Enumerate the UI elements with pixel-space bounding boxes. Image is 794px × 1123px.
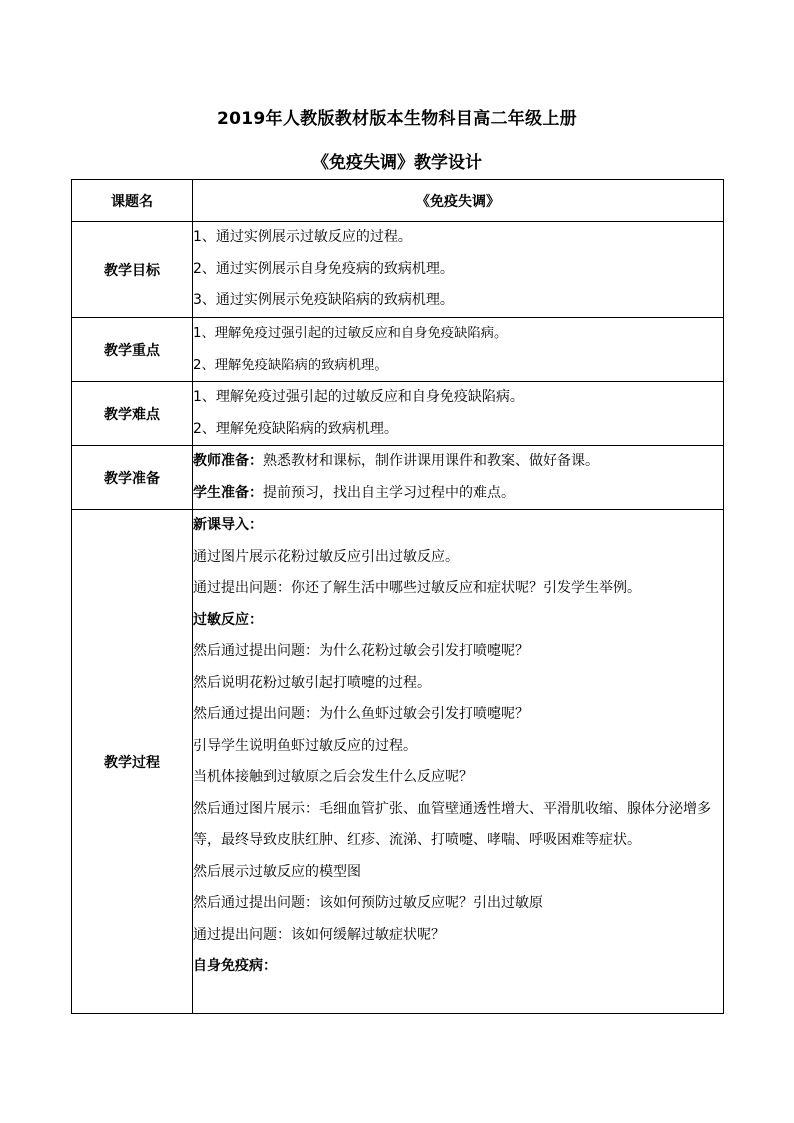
row-label-goals: 教学目标 <box>72 222 193 318</box>
process-line: 通过提出问题：你还了解生活中哪些过敏反应和症状呢？引发学生举例。 <box>193 580 641 596</box>
row-label-key-points: 教学重点 <box>72 318 193 382</box>
process-line: 引导学生说明鱼虾过敏反应的过程。 <box>193 737 417 754</box>
process-line: 然后通过提出问题：该如何预防过敏反应呢？引出过敏原 <box>193 895 543 911</box>
document-subtitle: 《免疫失调》教学设计 <box>312 153 482 173</box>
goals-content <box>193 222 724 318</box>
process-heading: 新课导入： <box>193 517 263 533</box>
document-title: 2019年人教版教材版本生物科目高二年级上册 <box>217 109 577 129</box>
process-line: 通过提出问题：该如何缓解过敏症状呢？ <box>193 926 445 943</box>
table-row-preparation <box>72 446 724 510</box>
preparation-content <box>193 446 724 510</box>
process-line: 然后说明花粉过敏引起打喷嚏的过程。 <box>193 674 431 691</box>
difficulty-item: 2、理解免疫缺陷病的致病机理。 <box>193 420 398 437</box>
lesson-plan-table <box>71 179 724 1014</box>
table-row-key-points <box>72 318 724 382</box>
student-preparation-label: 学生准备： <box>193 484 263 501</box>
process-line: 然后展示过敏反应的模型图 <box>193 863 361 880</box>
row-label-difficulties: 教学难点 <box>72 382 193 446</box>
process-line: 然后通过提出问题：为什么鱼虾过敏会引发打喷嚏呢？ <box>193 706 529 722</box>
process-line: 当机体接触到过敏原之后会发生什么反应呢？ <box>193 769 473 785</box>
teacher-preparation <box>193 446 723 478</box>
row-label-process: 教学过程 <box>72 510 193 1014</box>
key-points-content <box>193 318 724 382</box>
process-paragraph: 然后通过图片展示：毛细血管扩张、血管壁通透性增大、平滑肌收缩、腺体分泌增多等，最终导致皮肤红肿、红疹、流涕、打喷嚏、哮喘、呼吸困难等症状。 <box>193 800 711 848</box>
table-row-difficulties <box>72 382 724 446</box>
student-preparation <box>193 478 723 510</box>
key-point-item: 2、理解免疫缺陷病的致病机理。 <box>193 357 388 373</box>
table-row-process <box>72 510 724 1014</box>
process-content <box>193 510 724 1014</box>
process-line: 然后通过提出问题：为什么花粉过敏会引发打喷嚏呢？ <box>193 643 529 659</box>
difficulty-item: 1、理解免疫过强引起的过敏反应和自身免疫缺陷病。 <box>193 389 524 405</box>
process-heading: 自身免疫病： <box>193 958 277 974</box>
table-row-topic <box>72 180 724 222</box>
process-line: 通过图片展示花粉过敏反应引出过敏反应。 <box>193 548 459 565</box>
teacher-preparation-text: 熟悉教材和课标，制作讲课用课件和教案、做好备课。 <box>263 453 599 469</box>
difficulties-content <box>193 382 724 446</box>
row-label-topic: 课题名 <box>72 180 193 222</box>
table-row-goals <box>72 222 724 318</box>
teacher-preparation-label: 教师准备： <box>193 453 263 469</box>
goal-item: 2、通过实例展示自身免疫病的致病机理。 <box>193 260 454 277</box>
goal-item: 3、通过实例展示免疫缺陷病的致病机理。 <box>193 292 454 308</box>
goal-item: 1、通过实例展示过敏反应的过程。 <box>193 229 412 245</box>
topic-value: 《免疫失调》 <box>193 180 724 222</box>
process-heading: 过敏反应： <box>193 611 263 628</box>
student-preparation-text: 提前预习，找出自主学习过程中的难点。 <box>263 484 515 501</box>
key-point-item: 1、理解免疫过强引起的过敏反应和自身免疫缺陷病。 <box>193 326 508 341</box>
row-label-preparation: 教学准备 <box>72 446 193 510</box>
